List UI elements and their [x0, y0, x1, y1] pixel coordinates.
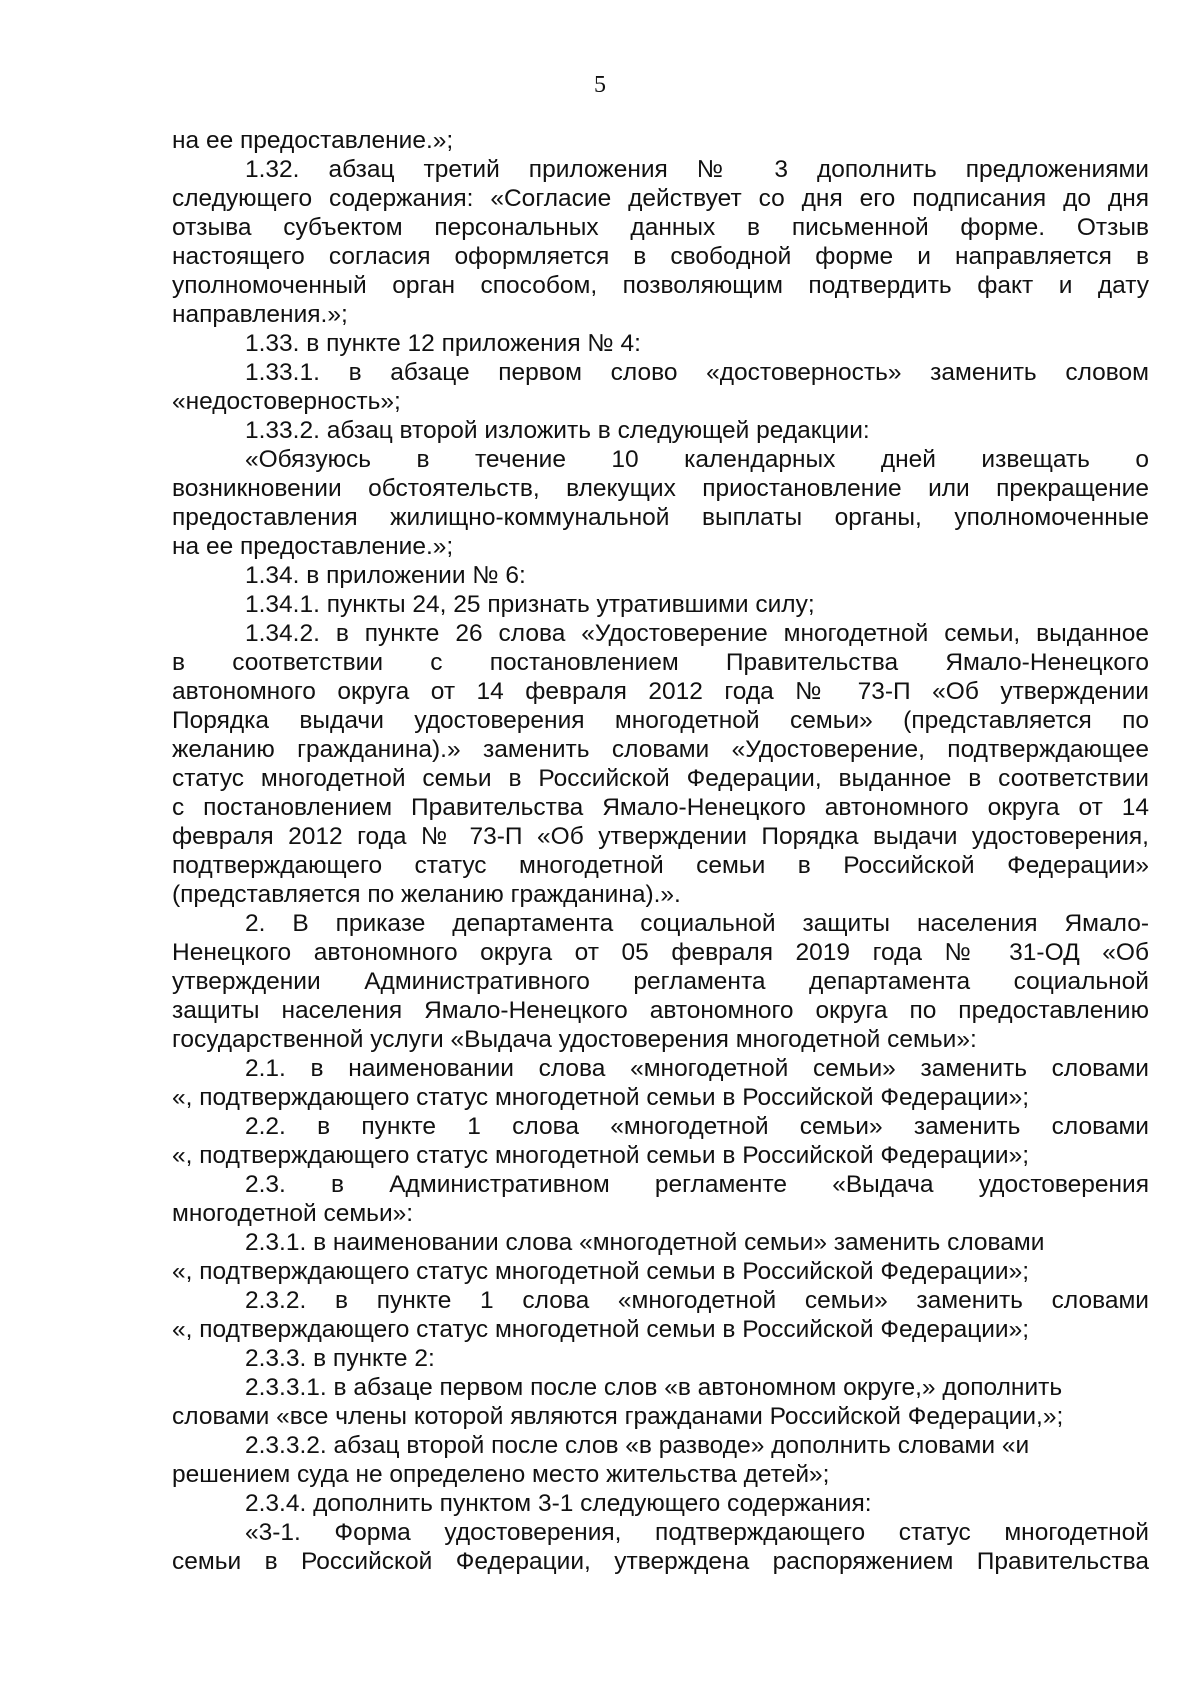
text-line: в соответствии с постановлением Правительства Ямало-Ненецкого: [172, 649, 1149, 676]
text-line: 2.3.3. в пункте 2:: [245, 1345, 435, 1372]
text-line: 2.3. в Административном регламенте «Выдача удостоверения: [245, 1171, 1149, 1198]
text-line: февраля 2012 года № 73-П «Об утверждении Порядка выдачи удостоверения,: [172, 823, 1149, 850]
text-line: Ненецкого автономного округа от 05 февраля 2019 года № 31-ОД «Об: [172, 939, 1149, 966]
text-line: 2.3.4. дополнить пунктом 3-1 следующего содержания:: [245, 1490, 872, 1517]
text-line: отзыва субъектом персональных данных в письменной форме. Отзыв: [172, 214, 1149, 241]
text-line: словами «все члены которой являются гражданами Российской Федерации,»;: [172, 1403, 1064, 1430]
text-line: 1.32. абзац третий приложения № 3 дополнить предложениями: [245, 156, 1149, 183]
page-number: 5: [594, 72, 606, 98]
text-line: «, подтверждающего статус многодетной семьи в Российской Федерации»;: [172, 1084, 1030, 1111]
text-line: «, подтверждающего статус многодетной семьи в Российской Федерации»;: [172, 1316, 1030, 1343]
text-line: возникновении обстоятельств, влекущих приостановление или прекращение: [172, 475, 1149, 502]
text-line: на ее предоставление.»;: [172, 533, 454, 560]
document-body: [172, 126, 1149, 1576]
text-line: 2.3.3.2. абзац второй после слов «в разводе» дополнить словами «и: [245, 1432, 1030, 1459]
text-line: защиты населения Ямало-Ненецкого автономного округа по предоставлению: [172, 997, 1149, 1024]
text-line: 1.33.1. в абзаце первом слово «достоверность» заменить словом: [245, 359, 1149, 386]
text-line: на ее предоставление.»;: [172, 127, 454, 154]
text-line: уполномоченный орган способом, позволяющим подтвердить факт и дату: [172, 272, 1149, 299]
text-line: направления.»;: [172, 301, 348, 328]
text-line: Порядка выдачи удостоверения многодетной семьи» (представляется по: [172, 707, 1149, 734]
text-line: семьи в Российской Федерации, утверждена распоряжением Правительства: [172, 1548, 1149, 1575]
text-line: статус многодетной семьи в Российской Федерации, выданное в соответствии: [172, 765, 1149, 792]
text-line: настоящего согласия оформляется в свободной форме и направляется в: [172, 243, 1149, 270]
text-line: следующего содержания: «Согласие действует со дня его подписания до дня: [172, 185, 1149, 212]
text-line: 1.34. в приложении № 6:: [245, 562, 526, 589]
text-line: утверждении Административного регламента департамента социальной: [172, 968, 1149, 995]
text-line: с постановлением Правительства Ямало-Ненецкого автономного округа от 14: [172, 794, 1149, 821]
text-line: «, подтверждающего статус многодетной семьи в Российской Федерации»;: [172, 1142, 1030, 1169]
text-line: (представляется по желанию гражданина).».: [172, 881, 681, 908]
text-line: 1.34.1. пункты 24, 25 признать утратившими силу;: [245, 591, 815, 618]
text-line: автономного округа от 14 февраля 2012 года № 73-П «Об утверждении: [172, 678, 1149, 705]
text-line: предоставления жилищно-коммунальной выплаты органы, уполномоченные: [172, 504, 1149, 531]
text-line: 2.2. в пункте 1 слова «многодетной семьи» заменить словами: [245, 1113, 1149, 1140]
text-line: 2. В приказе департамента социальной защиты населения Ямало-: [245, 910, 1149, 937]
text-line: «Обязуюсь в течение 10 календарных дней извещать о: [245, 446, 1149, 473]
text-line: решением суда не определено место жительства детей»;: [172, 1461, 830, 1488]
text-line: 1.33.2. абзац второй изложить в следующей редакции:: [245, 417, 870, 444]
text-line: 2.3.2. в пункте 1 слова «многодетной семьи» заменить словами: [245, 1287, 1149, 1314]
text-line: 1.33. в пункте 12 приложения № 4:: [245, 330, 641, 357]
text-line: 2.3.1. в наименовании слова «многодетной семьи» заменить словами: [245, 1229, 1045, 1256]
text-line: «, подтверждающего статус многодетной семьи в Российской Федерации»;: [172, 1258, 1030, 1285]
text-line: «3-1. Форма удостоверения, подтверждающего статус многодетной: [245, 1519, 1149, 1546]
text-line: желанию гражданина).» заменить словами «Удостоверение, подтверждающее: [172, 736, 1149, 763]
text-line: «недостоверность»;: [172, 388, 401, 415]
text-line: многодетной семьи»:: [172, 1200, 414, 1227]
text-line: подтверждающего статус многодетной семьи в Российской Федерации»: [172, 852, 1149, 879]
text-line: 2.3.3.1. в абзаце первом после слов «в автономном округе,» дополнить: [245, 1374, 1063, 1401]
text-line: государственной услуги «Выдача удостоверения многодетной семьи»:: [172, 1026, 977, 1053]
text-line: 1.34.2. в пункте 26 слова «Удостоверение многодетной семьи, выданное: [245, 620, 1149, 647]
text-line: 2.1. в наименовании слова «многодетной семьи» заменить словами: [245, 1055, 1149, 1082]
